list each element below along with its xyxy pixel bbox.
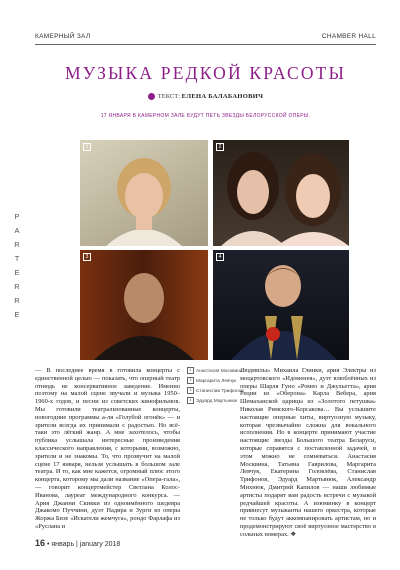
parterre-vertical-label: P A R T E R R E (14, 212, 20, 319)
byline: ТЕКСТ: ЕЛЕНА БАЛАБАНОВИЧ (35, 93, 376, 100)
article-subtitle: 17 ЯНВАРЯ В КАМЕРНОМ ЗАЛЕ БУДУТ ПЕТЬ ЗВЕЗДЫ БЕЛОРУССКОЙ ОПЕРЫ. (100, 113, 311, 119)
portrait-woman-blond (80, 140, 208, 246)
author-bullet-icon (148, 93, 155, 100)
portrait-man-bald (80, 250, 208, 360)
photo-4: 4 (213, 250, 349, 360)
portrait-man-costume (213, 250, 349, 360)
photo-credits (187, 367, 244, 407)
photo-1: 1 (80, 140, 208, 246)
section-label-english: CHAMBER HALL (321, 33, 376, 40)
credit-4: 4 Эдуард Мартынюк (187, 397, 239, 404)
photo-2: 2 (213, 140, 349, 246)
issue-date: • январь | january 2018 (46, 541, 121, 548)
photo-3: 3 (80, 250, 208, 360)
page-number: 16 (35, 538, 46, 548)
article-body-column-2: Людмилы» Михаила Глинки, ария Электры из моцартовского «Идоменея», дуэт влюблённых из оперы Шарля Гуно «Ромео и Джульетта», ария Реции из «Оберона» Карла Вебера, ария Шемаханской царицы из «Золотого петушка» Николая Римского-Корсакова… Вы услышите настоящие оперные хиты, виртуозную музыку, которая чрезвычайно сложна для вокального исполнения. Но в концерте принимают участие настоящие звезды Большого театра Беларуси, которые справятся с поставленной задачей, в этом можно не сомневаться. Анастасия Москвина, Татьяна Гаврилова, Маргарита Левчук, Екатерина Головлёва, Станислав Трифонов, Эдуард Мартынюк, Александр Михнюк, Дмитрий Капилов — наши любимые артисты подарят вам радость встречи с музыкой редчайшей красоты. А изюминку в концерт привнесут музыканты нашего оркестра, которые не только будут аккомпанировать артистам, но и продемонстрируют своё виртуозное мастерство в сольных номерах. ❖ (240, 367, 376, 538)
credit-3: 3 Станислав Трифонов (187, 387, 239, 394)
header-rule (35, 44, 376, 45)
article-title: МУЗЫКА РЕДКОЙ КРАСОТЫ (64, 63, 347, 83)
author-name: ЕЛЕНА БАЛАБАНОВИЧ (181, 93, 264, 100)
article-body-column-1: — В последнее время в готовила концерты с единственной целью — показать, что оперный театр отнюдь не консервативное заведение. Именно поэтому на малой сцене звучали и музыка 1950–1960-х годов, и песни из советских кинофильмов. Мы готовили театрализованные концерты, новогодние программы а-ля «Голубой огонёк» — и зрители всегда их принимали с радостью. Но всё-таки это лёгкий жанр. А мне захотелось, чтобы публика услышала интересные произведения классического направления, с которыми, возможно, зрители и не знакомы. То, что прозвучит на малой сцене 17 января, нельзя услышать в большом зале театра. И то, как мне кажется, огромный плюс этого концерта, которому мы дали название «Опера-гала», — говорит концертмейстер Светлана Колос-Иванова, лауреат международного конкурса. — Ария Джанни Скикки из одноимённого шедевра Джакомо Пуччини, дуэт Надира и Зурги из оперы Жоржа Бизе «Искатели жемчуга», рондо Фарлафа из «Руслана и (35, 367, 180, 530)
credit-1: 1 Анастасия Москвина (187, 367, 239, 374)
section-label: КАМЕРНЫЙ ЗАЛ (35, 33, 91, 40)
credit-2: 2 Маргарита Левчук (187, 377, 239, 384)
portrait-two-women (213, 140, 349, 246)
page-footer (35, 538, 120, 548)
